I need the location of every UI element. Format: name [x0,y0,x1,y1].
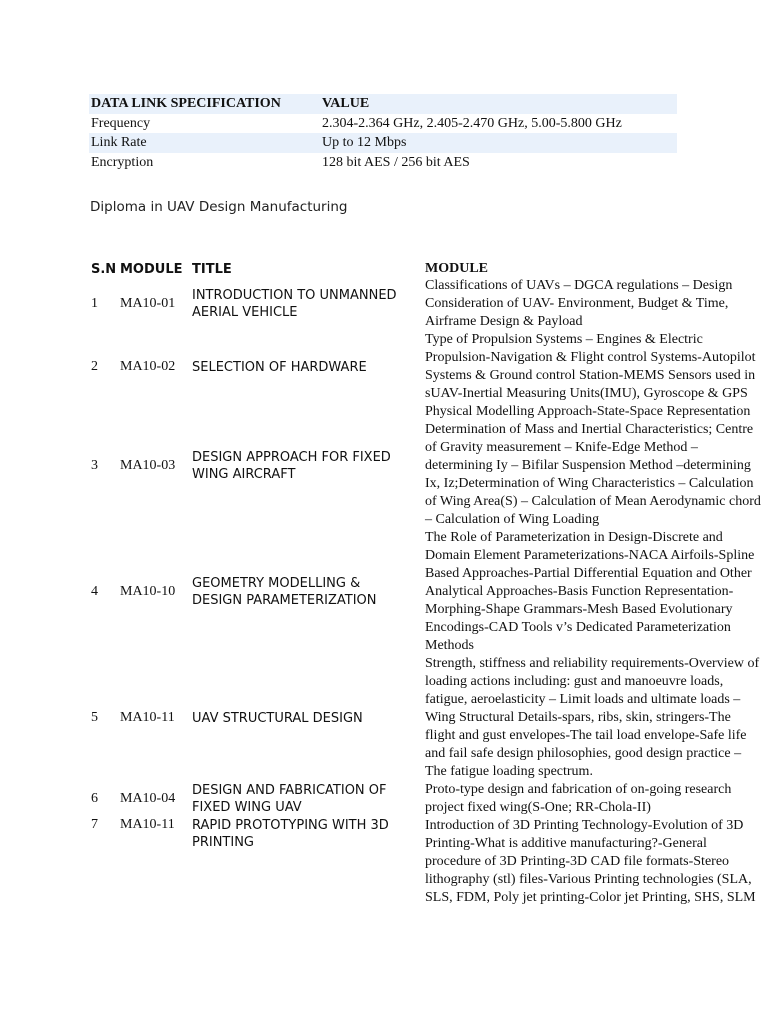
row-description: Classifications of UAVs – DGCA regulations – Design Consideration of UAV- Environment, Budget & Time, Airframe Design & Payload [425,278,733,329]
spec-row-frequency [89,114,677,134]
row-module-code: MA10-03 [120,458,176,473]
row-title: GEOMETRY MODELLING & DESIGN PARAMETERIZATION [192,576,377,608]
table-row [89,781,768,817]
spec-label: Link Rate [89,133,320,153]
spec-row-link-rate [89,133,677,153]
table-row [89,817,768,907]
row-description: Strength, stiffness and reliability requirements-Overview of loading actions including: gust and manoeuvre loads, fatigue, aeroelasticity – Limit loads and ultimate loads – Wing Structural Details-spars, ribs, skin, stringers-The flight and gust envelopes-The tail load envelope-Safe life and fail safe design philosophies, good design practice – The fatigue loading spectrum. [425,656,760,779]
spec-value: 2.304-2.364 GHz, 2.405-2.470 GHz, 5.00-5.800 GHz [322,115,622,131]
row-sn: 2 [91,359,98,374]
row-module-code: MA10-10 [120,584,176,599]
row-description: The Role of Parameterization in Design-Discrete and Domain Element Parameterizations-NACA Airfoils-Spline Based Approaches-Partial Differential Equation and Other Analytical Approaches-Basis Function Representation- Morphing-Shape Grammars-Mesh Based Evolutionary Encodings-CAD Tools v’s Dedicated Parameterization Methods [425,530,755,653]
row-description: Introduction of 3D Printing Technology-Evolution of 3D Printing-What is additive manufacturing?-General procedure of 3D Printing-3D CAD file formats-Stereo lithography (stl) files-Various Printing technologies (SLA, SLS, FDM, Poly jet printing-Color jet Printing, SHS, SLM [425,818,756,905]
row-module-code: MA10-02 [120,359,176,374]
module-header-row [89,258,768,277]
row-title: SELECTION OF HARDWARE [192,359,367,375]
table-row [89,403,768,529]
row-title: DESIGN AND FABRICATION OF FIXED WING UAV [192,783,387,815]
spec-header-value: VALUE [320,94,677,114]
row-module-code: MA10-11 [120,817,175,832]
table-row [89,529,768,655]
row-title: INTRODUCTION TO UNMANNED AERIAL VEHICLE [192,288,397,320]
row-title: UAV STRUCTURAL DESIGN [192,710,363,726]
spec-row-encryption [89,153,677,173]
table-row [89,277,768,331]
row-title: RAPID PROTOTYPING WITH 3D PRINTING [192,818,389,850]
spec-header-row [89,94,677,114]
row-module-code: MA10-11 [120,710,175,725]
row-module-code: MA10-04 [120,791,176,806]
header-sn: S.N [91,262,117,277]
spec-value: 128 bit AES / 256 bit AES [322,154,470,170]
row-description: Physical Modelling Approach-State-Space Representation Determination of Mass and Inertial Characteristics; Centre of Gravity measurement – Knife-Edge Method – determining Iy – Bifilar Suspension Method –determining Ix, Iz;Determination of Wing Characteristics – Calculation of Wing Area(S) – Calculation of Mean Aerodynamic chord – Calculation of Wing Loading [425,404,761,527]
row-sn: 1 [91,296,98,311]
row-sn: 6 [91,791,98,806]
row-sn: 7 [91,817,98,832]
row-description: Type of Propulsion Systems – Engines & Electric Propulsion-Navigation & Flight control Systems-Autopilot Systems & Ground control Station-MEMS Sensors used in sUAV-Inertial Measuring Units(IMU), Gyroscope & GPS [425,332,756,401]
spec-value: Up to 12 Mbps [320,133,677,153]
row-description: Proto-type design and fabrication of on-going research project fixed wing(S-One; RR-Chola-II) [425,782,732,815]
header-module: MODULE [120,262,183,277]
table-row [89,655,768,781]
row-sn: 4 [91,584,98,599]
module-table [89,258,768,907]
header-module-content: MODULE [425,261,488,276]
row-sn: 5 [91,710,98,725]
spec-label: Frequency [91,115,151,131]
data-link-spec-table [89,94,677,172]
spec-label: Encryption [91,154,154,170]
table-row [89,331,768,403]
spec-header-specification: DATA LINK SPECIFICATION [89,94,320,114]
course-title: Diploma in UAV Design Manufacturing [90,199,348,215]
row-module-code: MA10-01 [120,296,176,311]
header-title: TITLE [192,262,232,277]
row-title: DESIGN APPROACH FOR FIXED WING AIRCRAFT [192,450,391,482]
row-sn: 3 [91,458,98,473]
